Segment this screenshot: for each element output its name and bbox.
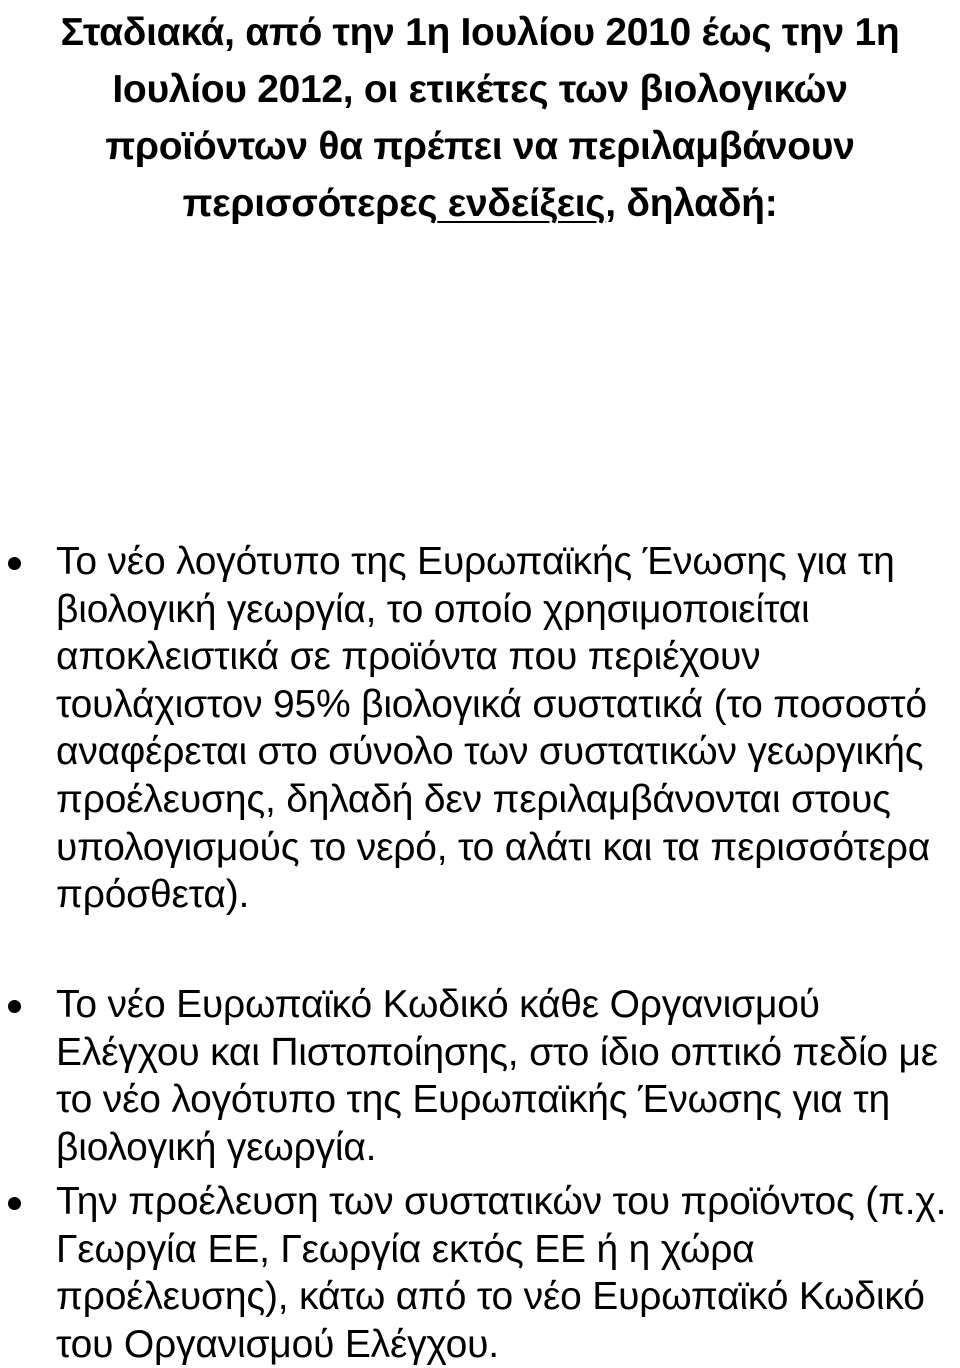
- heading-line-1: Σταδιακά, από την 1η Ιουλίου 2010 έως την 1η: [60, 11, 900, 54]
- bullet-icon: [8, 557, 21, 570]
- heading-line-2: Ιουλίου 2012, οι ετικέτες των βιολογικών: [112, 68, 848, 111]
- document-heading: [0, 0, 960, 232]
- bullet-icon: [8, 1000, 21, 1013]
- heading-line-4-start: περισσότερες: [182, 182, 438, 225]
- heading-line-4-end: , δηλαδή:: [605, 182, 778, 225]
- bullet-text: Το νέο λογότυπο της Ευρωπαϊκής Ένωσης για τη βιολογική γεωργία, το οποίο χρησιμοποιείται αποκλειστικά σε προϊόντα που περιέχουν τουλάχιστον 95% βιολογικά συστατικά (το ποσοστό αναφέρεται στο σύνολο των συστατικών γεωργικής προέλευσης, δηλαδή δεν περιλαμβάνονται στους υπολογισμούς το νερό, το αλάτι και τα περισσότερα πρόσθετα).: [56, 540, 931, 917]
- heading-underlined-term: ενδείξεις: [437, 182, 606, 225]
- bullet-icon: [8, 1197, 21, 1210]
- heading-line-3: προϊόντων θα πρέπει να περιλαμβάνουν: [105, 125, 855, 168]
- bullet-text: Την προέλευση των συστατικών του προϊόντος (π.χ. Γεωργία ΕΕ, Γεωργία εκτός ΕΕ ή η χώρα προέλευσης), κάτω από το νέο Ευρωπαϊκό Κωδικό του Οργανισμού Ελέγχου.: [56, 1180, 947, 1366]
- bullet-text: Το νέο Ευρωπαϊκό Κωδικό κάθε Οργανισμού Ελέγχου και Πιστοποίησης, στο ίδιο οπτικό πεδίο με το νέο λογότυπο της Ευρωπαϊκής Ένωσης για τη βιολογική γεωργία.: [56, 983, 938, 1169]
